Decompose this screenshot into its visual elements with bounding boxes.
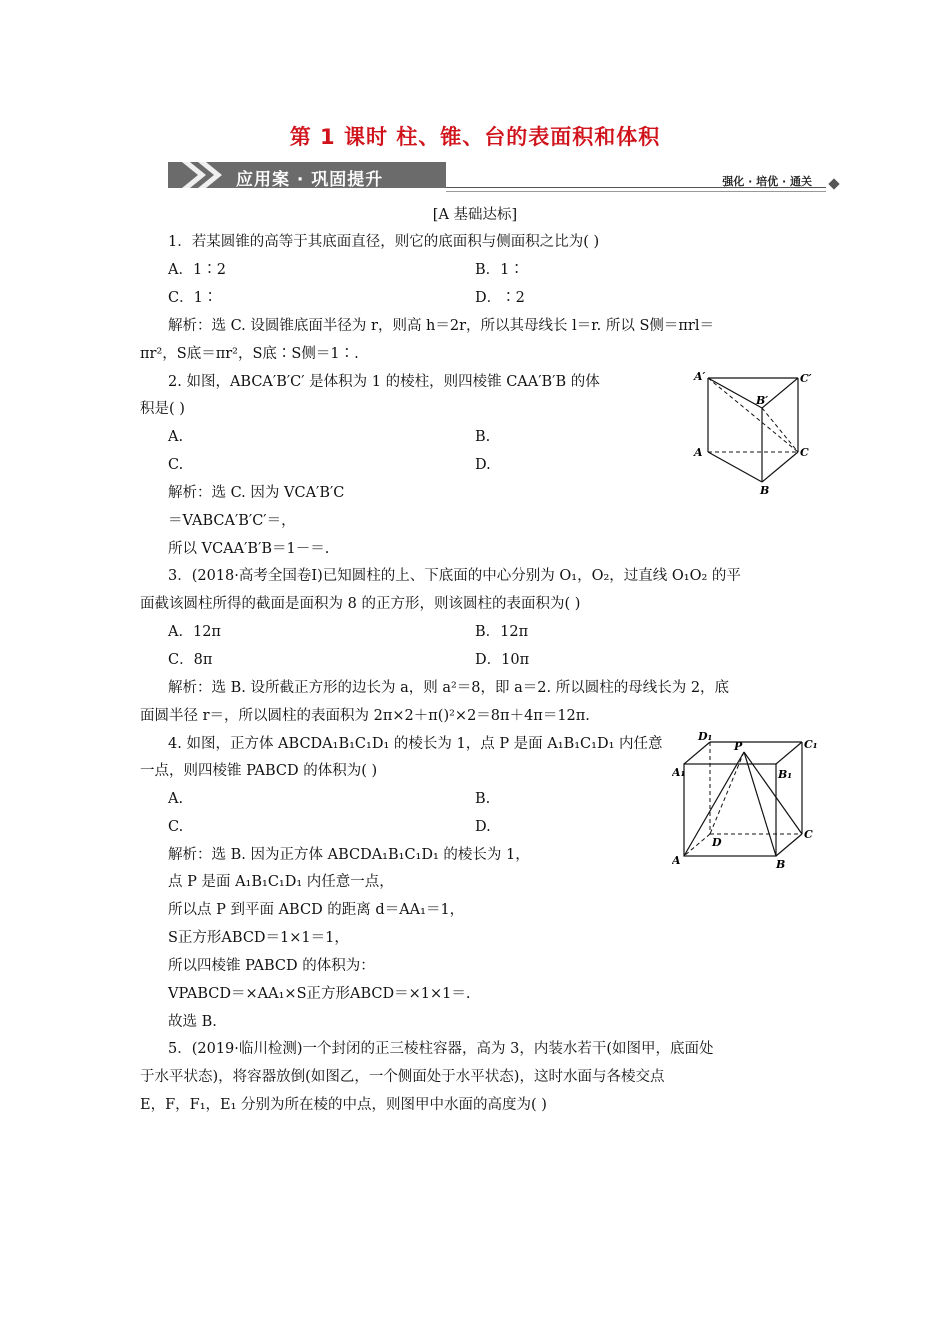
label-b-prime: B′ (756, 394, 769, 407)
q3-solution-2: 面圆半径 r＝，所以圆柱的表面积为 2π×2＋π()²×2＝8π＋4π＝12π. (140, 708, 590, 724)
q2-stem-2: 积是( ) (140, 401, 185, 417)
label-p: P (734, 740, 743, 753)
q1-stem: 1．若某圆锥的高等于其底面直径，则它的底面积与侧面积之比为( ) (168, 234, 600, 250)
section-banner (168, 160, 840, 194)
q1-solution-2: πr²，S底＝πr²，S底∶S侧＝1∶. (140, 346, 359, 362)
q1-option-c: C．1∶ (168, 290, 218, 306)
label-d: D (712, 836, 722, 849)
q3-solution-1: 解析：选 B. 设所截正方形的边长为 a，则 a²＝8，即 a＝2. 所以圆柱的母线长为 2，底 (168, 680, 730, 696)
cube-figure (672, 730, 822, 870)
banner-rule-2 (446, 191, 826, 192)
q5-stem-1: 5．(2019·临川检测)一个封闭的正三棱柱容器，高为 3，内装水若干(如图甲，底面处 (168, 1041, 714, 1057)
q3-option-a: A．12π (168, 624, 221, 640)
label-d1: D₁ (698, 730, 713, 743)
section-heading: [A 基础达标] (432, 207, 518, 223)
q3-option-c: C．8π (168, 652, 213, 668)
q4-option-d: D. (475, 819, 491, 835)
q3-option-d: D．10π (475, 652, 530, 668)
prism-figure (688, 368, 818, 498)
q4-solution-7: 故选 B. (168, 1014, 217, 1030)
label-a: A (694, 446, 703, 459)
label-a-cube: A (672, 854, 681, 867)
diamond-icon (828, 178, 839, 189)
q1-option-d: D．∶2 (475, 290, 525, 306)
q2-solution-3: 所以 VCAA′B′B＝1－＝. (168, 541, 330, 557)
q4-solution-3: 所以点 P 到平面 ABCD 的距离 d＝AA₁＝1， (168, 902, 465, 918)
q5-stem-2: 于水平状态)，将容器放倒(如图乙，一个侧面处于水平状态)，这时水面与各棱交点 (140, 1069, 665, 1085)
q4-solution-5: 所以四棱锥 PABCD 的体积为： (168, 958, 375, 974)
q2-solution-2: ＝VABCA′B′C′＝， (168, 513, 296, 529)
q2-option-b: B. (475, 429, 491, 445)
label-a-prime: A′ (694, 370, 706, 383)
q1-solution-1: 解析：选 C. 设圆锥底面半径为 r，则高 h＝2r，所以其母线长 l＝r. 所以 S侧＝πrl＝ (168, 318, 714, 334)
q2-option-d: D. (475, 457, 491, 473)
q3-stem-2: 面截该圆柱所得的截面是面积为 8 的正方形，则该圆柱的表面积为( ) (140, 596, 581, 612)
label-b: B (760, 484, 770, 497)
label-b-cube: B (776, 858, 786, 870)
label-b1: B₁ (778, 768, 793, 781)
q4-stem-2: 一点，则四棱锥 PABCD 的体积为( ) (140, 763, 378, 779)
label-a1: A₁ (672, 766, 686, 779)
page-title: 第 1 课时 柱、锥、台的表面积和体积 (289, 125, 661, 149)
q4-solution-4: S正方形ABCD＝1×1＝1， (168, 930, 349, 946)
label-c-cube: C (804, 828, 813, 841)
label-c-prime: C′ (800, 372, 812, 385)
q4-solution-6: VPABCD＝×AA₁×S正方形ABCD＝×1×1＝. (168, 986, 471, 1002)
q4-solution-2: 点 P 是面 A₁B₁C₁D₁ 内任意一点， (168, 874, 394, 890)
q2-stem-1: 2. 如图，ABCA′B′C′ 是体积为 1 的棱柱，则四棱锥 CAA′B′B 的体 (168, 374, 600, 390)
q2-solution-1: 解析：选 C. 因为 VCA′B′C (168, 485, 345, 501)
q4-option-b: B. (475, 791, 491, 807)
chevron-icon (168, 160, 238, 192)
q3-option-b: B．12π (475, 624, 529, 640)
label-c: C (800, 446, 809, 459)
q2-option-a: A. (168, 429, 184, 445)
q4-stem-1: 4. 如图，正方体 ABCDA₁B₁C₁D₁ 的棱长为 1，点 P 是面 A₁B₁C₁D₁ 内任意 (168, 736, 663, 752)
banner-label: 应用案 · 巩固提升 (236, 170, 384, 190)
q1-option-b: B．1∶ (475, 262, 524, 278)
q2-option-c: C. (168, 457, 184, 473)
q4-option-c: C. (168, 819, 184, 835)
q5-stem-3: E，F，F₁，E₁ 分别为所在棱的中点，则图甲中水面的高度为( ) (140, 1097, 547, 1113)
label-c1: C₁ (804, 738, 818, 751)
q4-solution-1: 解析：选 B. 因为正方体 ABCDA₁B₁C₁D₁ 的棱长为 1， (168, 847, 530, 863)
banner-tagline: 强化 · 培优 · 通关 (722, 175, 812, 188)
q3-stem-1: 3．(2018·高考全国卷Ⅰ)已知圆柱的上、下底面的中心分别为 O₁，O₂，过直线 O₁O₂ 的平 (168, 568, 741, 584)
q4-option-a: A. (168, 791, 184, 807)
q1-option-a: A．1∶2 (168, 262, 226, 278)
